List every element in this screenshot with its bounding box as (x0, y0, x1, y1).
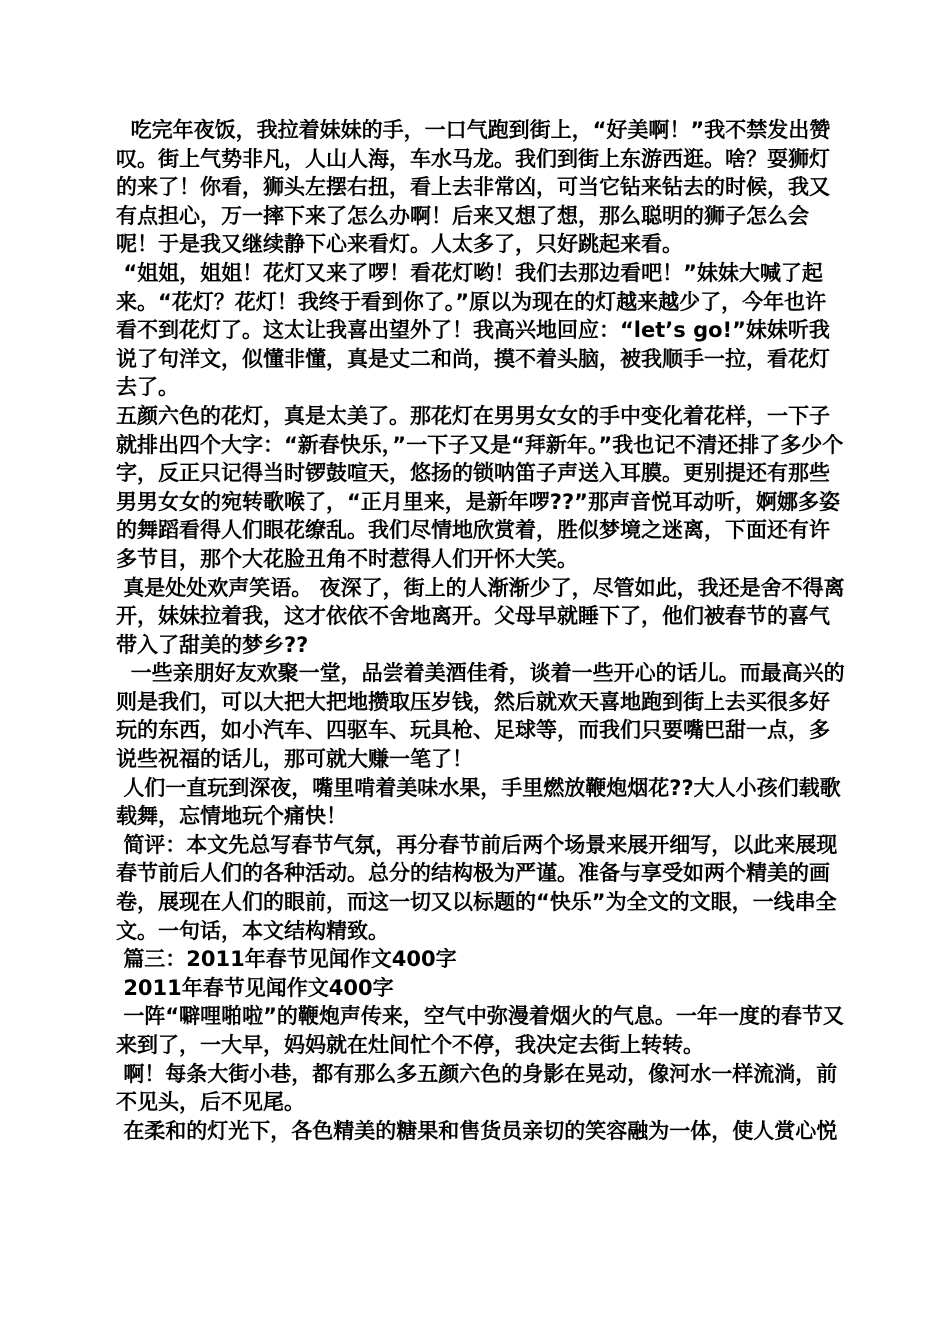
section-heading: 篇三：2011年春节见闻作文400字 (116, 947, 457, 972)
essay-title: 2011年春节见闻作文400字 (116, 975, 394, 1000)
paragraph-review: 简评：本文先总写春节气氛，再分春节前后两个场景来展开细写，以此来展现春节前后人们的各种活动。总分的结构极为严谨。准备与享受如两个精美的画卷，展现在人们的眼前，而这一切又以标题的“快乐”为全文的文眼，一线串全文。一句话，本文结构精致。 (116, 832, 838, 943)
document-page (116, 116, 846, 1145)
paragraph-new-year-eve: 吃完年夜饭，我拉着妹妹的手，一口气跑到街上，“好美啊！”我不禁发出赞叹。街上气势非凡，人山人海，车水马龙。我们到街上东游西逛。啥？耍狮灯的来了！你看，狮头左摆右扭，看上去非常凶，可当它钻来钻去的时候，我又有点担心，万一摔下来了怎么办啊！后来又想了想，那么聪明的狮子怎么会呢！于是我又继续静下心来看灯。人太多了，只好跳起来看。 (116, 118, 831, 257)
paragraph-firecrackers: 一阵“噼哩啪啦”的鞭炮声传来，空气中弥漫着烟火的气息。一年一度的春节又来到了，一大早，妈妈就在灶间忙个不停，我决定去街上转转。 (116, 1004, 844, 1057)
paragraph-lanterns-call: “姐姐，姐姐！花灯又来了啰！看花灯哟！我们去那边看吧！”妹妹大喊了起来。“花灯？花灯！我终于看到你了。”原以为现在的灯越来越少了，今年也许看不到花灯了。这太让我喜出望外了！我高兴地回应：“let’s go!”妹妹听我说了句洋文，似懂非懂，真是丈二和尚，摸不着头脑，被我顺手一拉，看花灯去了。 (116, 260, 830, 400)
paragraph-playing: 人们一直玩到深夜，嘴里啃着美味水果，手里燃放鞭炮烟花??大人小孩们载歌载舞，忘情地玩个痛快！ (116, 775, 841, 829)
paragraph-late-night: 真是处处欢声笑语。 夜深了，街上的人渐渐少了，尽管如此，我还是舍不得离开，妹妹拉着我，这才依依不舍地离开。父母早就睡下了，他们被春节的喜气带入了甜美的梦乡?? (116, 575, 845, 657)
paragraph-streets: 啊！每条大街小巷，都有那么多五颜六色的身影在晃动，像河水一样流淌，前不见头，后不见尾。 (116, 1061, 838, 1115)
paragraph-candy: 在柔和的灯光下，各色精美的糖果和售货员亲切的笑容融为一体，使人赏心悦 (116, 1118, 838, 1143)
paragraph-colorful-lanterns: 五颜六色的花灯，真是太美了。那花灯在男男女女的手中变化着花样，一下子就排出四个大字：“新春快乐，”一下子又是“拜新年。”我也记不清还排了多少个字，反正只记得当时锣鼓喧天，悠扬的锁呐笛子声送入耳膜。更别提还有那些男男女女的宛转歌喉了，“正月里来，是新年啰??”那声音悦耳动听，婀娜多姿的舞蹈看得人们眼花缭乱。我们尽情地欣赏着，胜似梦境之迷离，下面还有许多节目，那个大花脸丑角不时惹得人们开怀大笑。 (116, 403, 844, 571)
paragraph-relatives: 一些亲朋好友欢聚一堂，品尝着美酒佳肴，谈着一些开心的话儿。而最高兴的则是我们，可以大把大把地攒取压岁钱，然后就欢天喜地跑到街上去买很多好玩的东西，如小汽车、四驱车、玩具枪、足球等，而我们只要嘴巴甜一点，多说些祝福的话儿，那可就大赚一笔了！ (116, 661, 845, 772)
